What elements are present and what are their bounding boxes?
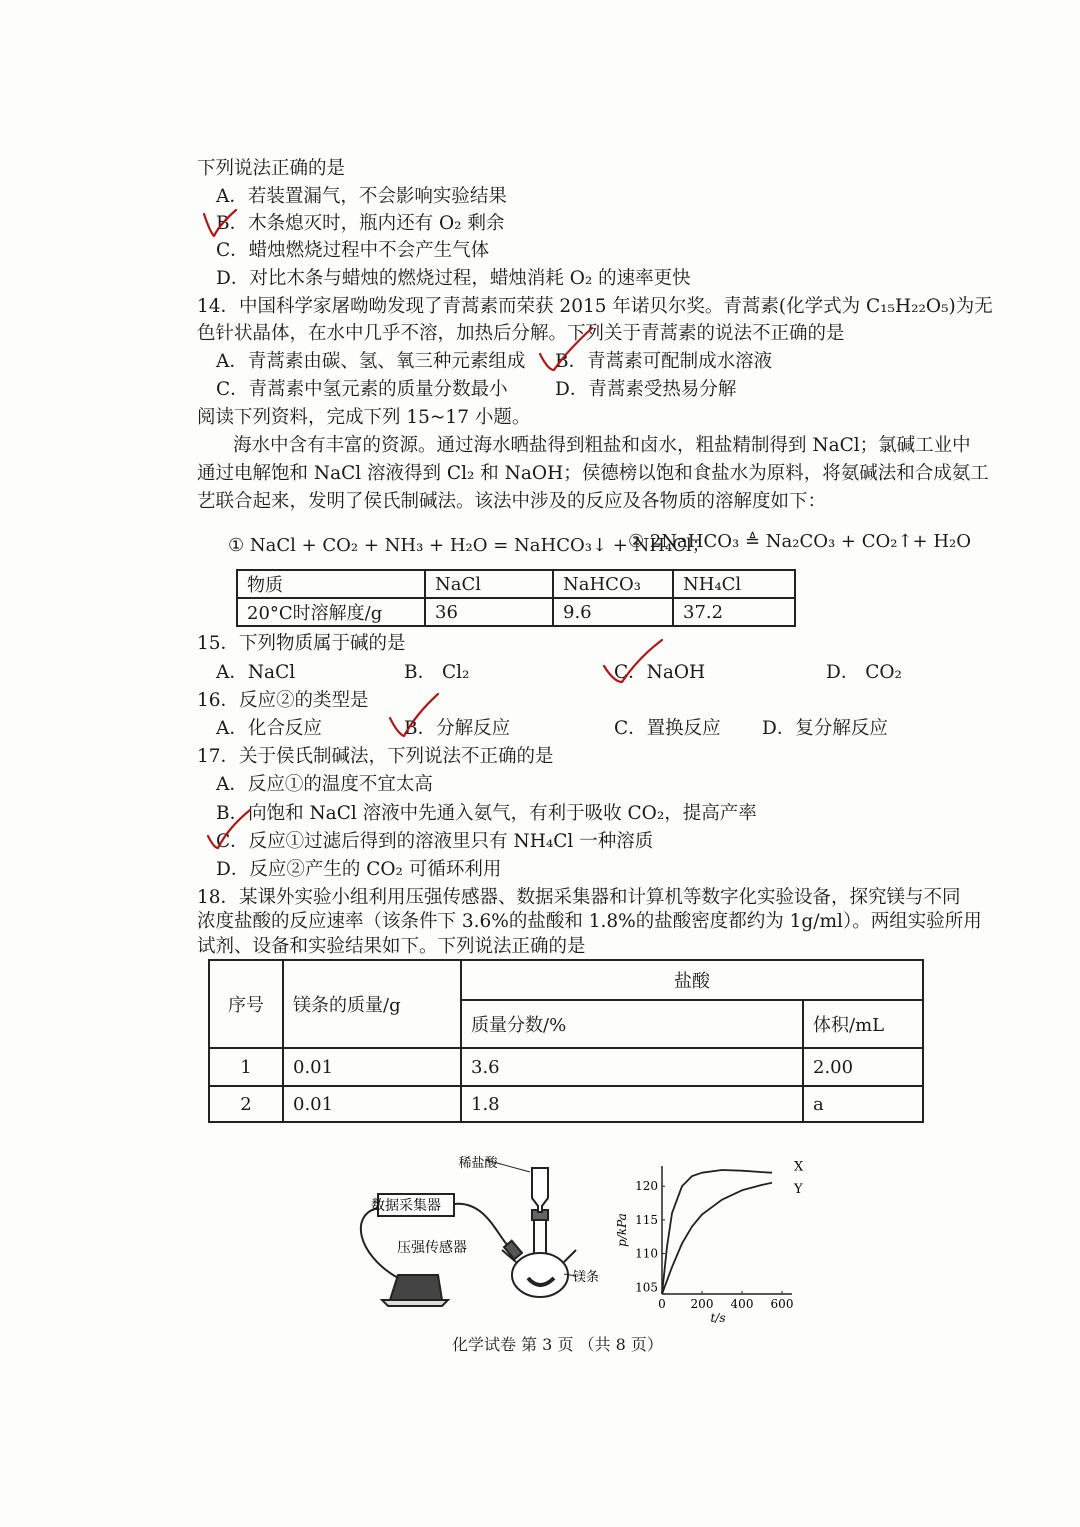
x-tick-label-3: 600 [770,1297,794,1311]
sol-header-3: NH₄Cl [673,570,795,598]
y-axis-label: p/kPa [615,1213,629,1247]
mg-label: 镁条 [572,1270,600,1285]
sol-header-0: 物质 [237,570,425,598]
check-mark-q14 [536,324,596,374]
sol-cell-3: 37.2 [673,598,795,626]
q15-option-b: B． Cl₂ [404,662,470,683]
y-tick-label-1: 110 [635,1246,658,1261]
reading-p3: 艺联合起来，发明了侯氏制碱法。该法中涉及的反应及各物质的溶解度如下： [197,491,827,512]
exp-row1-frac: 3.6 [461,1048,803,1086]
flask-neck [534,1220,546,1254]
q15-option-a: A．NaCl [216,662,296,683]
pressure-chart [612,1150,812,1330]
apparatus-diagram [350,1150,610,1310]
q14-option-d: D．青蒿素受热易分解 [555,379,737,400]
laptop-base [382,1300,448,1306]
page-footer: 化学试卷 第 3 页 （共 8 页） [452,1335,663,1354]
x-tick-label-2: 400 [730,1297,754,1311]
reading-p1: 海水中含有丰富的资源。通过海水晒盐得到粗盐和卤水，粗盐精制得到 NaCl；氯碱工业中 [233,435,971,456]
q15-option-c: C．NaOH [614,662,706,683]
q14-line2: 色针状晶体，在水中几乎不溶，加热后分解。下列关于青蒿素的说法不正确的是 [197,323,845,344]
exp-row2-mass: 0.01 [283,1086,461,1122]
collector-label: 数据采集器 [371,1198,441,1214]
q14-option-c: C．青蒿素中氢元素的质量分数最小 [216,379,508,400]
q13-option-c: C．蜡烛燃烧过程中不会产生气体 [216,240,490,261]
equation-1: ① NaCl + CO₂ + NH₃ + H₂O = NaHCO₃↓ + NH₄Cl； [228,535,710,556]
exp-row2-frac: 1.8 [461,1086,803,1122]
solubility-table [236,569,796,627]
funnel [532,1168,548,1212]
acid-label: 稀盐酸 [458,1156,498,1171]
x-tick-label-0: 0 [658,1297,666,1311]
y-tick-label-2: 115 [635,1212,658,1227]
q15-option-d: D． CO₂ [826,662,902,683]
exp-col-acid: 盐酸 [461,960,923,1000]
y-tick-label-3: 120 [635,1179,658,1194]
check-mark-q16 [386,690,442,740]
exp-col-frac: 质量分数/% [461,1000,803,1048]
q16-option-b: B．分解反应 [404,718,511,739]
cable-1 [361,1208,398,1278]
q17-option-b: B．向饱和 NaCl 溶液中先通入氨气，有利于吸收 CO₂，提高产率 [216,803,757,824]
exp-row1-no: 1 [209,1048,283,1086]
q14-line1: 14．中国科学家屠呦呦发现了青蒿素而荣获 2015 年诺贝尔奖。青蒿素(化学式为 C₁₅H₂₂O₅)为无 [197,296,993,317]
series-line-Y [662,1183,772,1294]
q14-option-b: B．青蒿素可配制成水溶液 [555,351,773,372]
equation-2: ② 2NaHCO₃ ≜ Na₂CO₃ + CO₂↑+ H₂O [628,531,972,552]
q13-option-d: D．对比木条与蜡烛的燃烧过程，蜡烛消耗 O₂ 的速率更快 [216,268,691,289]
q17-option-d: D．反应②产生的 CO₂ 可循环利用 [216,859,502,880]
q18-line1: 18．某课外实验小组利用压强传感器、数据采集器和计算机等数字化实验设备，探究镁与不同 [197,887,961,908]
sol-header-1: NaCl [425,570,553,598]
q16-option-d: D．复分解反应 [762,718,888,739]
flask-body [512,1253,568,1297]
exp-row1-mass: 0.01 [283,1048,461,1086]
q18-line2: 浓度盐酸的反应速率（该条件下 3.6%的盐酸和 1.8%的盐酸密度都约为 1g/ml）。两组实验所用 [197,911,982,932]
y-tick-label-0: 105 [635,1280,658,1295]
legend-Y: Y [794,1181,803,1197]
q13-stem: 下列说法正确的是 [197,158,346,179]
series-line-X [662,1170,772,1294]
q13-option-a: A．若装置漏气，不会影响实验结果 [216,186,507,207]
check-mark-q13 [200,208,240,240]
sol-cell-0: 20°C时溶解度/g [237,598,425,626]
exp-row2-no: 2 [209,1086,283,1122]
check-mark-q15 [600,636,666,686]
exp-row2-vol: a [803,1086,923,1122]
x-axis-label: t/s [710,1311,726,1325]
sensor-label: 压强传感器 [397,1240,467,1256]
q17-stem: 17．关于侯氏制碱法，下列说法不正确的是 [197,746,554,767]
reading-intro: 阅读下列资料，完成下列 15~17 小题。 [197,407,531,428]
legend-X: X [794,1159,804,1175]
x-tick-label-1: 200 [690,1297,714,1311]
q17-option-a: A．反应①的温度不宜太高 [216,774,433,795]
q16-option-c: C．置换反应 [614,718,721,739]
exp-row1-vol: 2.00 [803,1048,923,1086]
experiment-table [208,959,924,1123]
q13-option-b: B．木条熄灭时，瓶内还有 O₂ 剩余 [216,213,505,234]
q16-stem: 16．反应②的类型是 [197,690,369,711]
q14-option-a: A．青蒿素由碳、氢、氧三种元素组成 [216,351,526,372]
laptop-screen [390,1275,442,1300]
exp-col-mass: 镁条的质量/g [283,960,461,1048]
exp-col-vol: 体积/mL [803,1000,923,1048]
check-mark-q17 [204,806,254,852]
exp-col-no: 序号 [209,960,283,1048]
sol-header-2: NaHCO₃ [553,570,673,598]
reading-p2: 通过电解饱和 NaCl 溶液得到 Cl₂ 和 NaOH；侯德榜以饱和食盐水为原料，将氨碱法和合成氨工 [197,463,989,484]
q15-stem: 15．下列物质属于碱的是 [197,633,406,654]
q18-line3: 试剂、设备和实验结果如下。下列说法正确的是 [197,936,586,957]
q16-option-a: A．化合反应 [216,718,322,739]
q17-option-c: C．反应①过滤后得到的溶液里只有 NH₄Cl 一种溶质 [216,831,654,852]
sol-cell-2: 9.6 [553,598,673,626]
sol-cell-1: 36 [425,598,553,626]
